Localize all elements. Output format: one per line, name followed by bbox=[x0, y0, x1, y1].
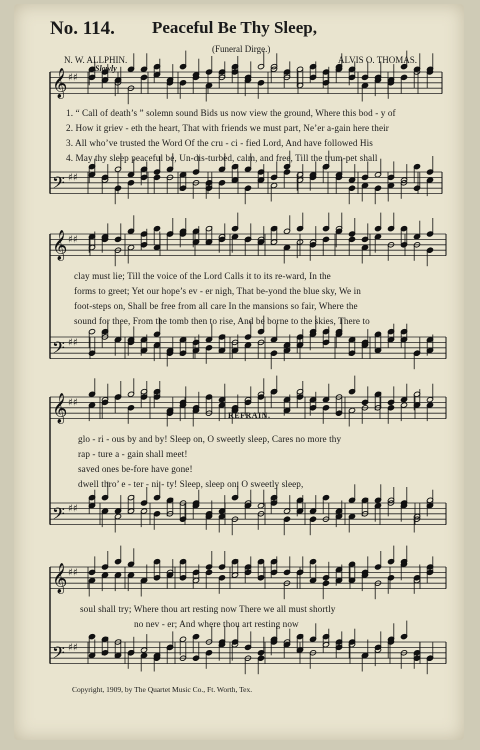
key-signature: ♯♯ bbox=[68, 503, 78, 515]
lyric-line-s2-v3: foot-steps on, Shall be free from all care In the mansions so fair, Where the bbox=[74, 301, 358, 311]
composer-credit: ALVIS O. THOMAS. bbox=[338, 55, 418, 65]
lyric-line-s2-v1: clay must lie; Till the voice of the Lord Calls it to its re-ward, In the bbox=[74, 271, 331, 281]
key-signature: ♯♯ bbox=[68, 72, 78, 84]
lyric-line-s4-v1: soul shall try; Where thou art resting now There we all must shortly bbox=[80, 604, 336, 614]
lyric-line-s3-v2: rap - ture a - gain shall meet! bbox=[78, 449, 188, 459]
key-signature: ♯♯ bbox=[68, 642, 78, 654]
lyric-line-s3-v3: saved ones be-fore have gone! bbox=[78, 464, 193, 474]
lyric-line-s1-v4: 4. May thy sleep peaceful be, Un-dis-turbed, calm, and free, Till the trum-pet shall bbox=[66, 153, 378, 163]
key-signature: ♯♯ bbox=[68, 337, 78, 349]
key-signature: ♯♯ bbox=[68, 397, 78, 409]
clef-bass: 𝄢 bbox=[52, 172, 65, 197]
clef-treble: 𝄞 bbox=[52, 230, 68, 261]
clef-bass: 𝄢 bbox=[52, 503, 65, 528]
hymn-number: No. 114. bbox=[50, 18, 115, 39]
lyric-line-s4-v2: no nev - er; And where thou art resting now bbox=[134, 619, 299, 629]
key-signature: ♯♯ bbox=[68, 234, 78, 246]
copyright-notice: Copyright, 1909, by The Quartet Music Co., Ft. Worth, Tex. bbox=[72, 685, 253, 694]
clef-treble: 𝄞 bbox=[52, 563, 68, 594]
lyricist-credit: N. W. ALLPHIN. bbox=[64, 55, 128, 65]
tempo-marking: Slowly bbox=[95, 64, 117, 73]
lyric-line-s1-v1: 1. “ Call of death’s ” solemn sound Bids us now view the ground, Where this bod - y of bbox=[66, 108, 396, 118]
clef-bass: 𝄢 bbox=[52, 642, 65, 667]
key-signature: ♯♯ bbox=[68, 172, 78, 184]
clef-treble: 𝄞 bbox=[52, 393, 68, 424]
lyric-line-s2-v4: sound for thee, From the tomb then to rise, And be borne to the skies, There to bbox=[74, 316, 370, 326]
clef-treble: 𝄞 bbox=[52, 68, 68, 99]
hymn-subtitle: (Funeral Dirge.) bbox=[212, 44, 271, 54]
lyric-line-s3-v4: dwell thro’ e - ter - ni - ty! Sleep, sleep on, O sweetly sleep, bbox=[78, 479, 304, 489]
clef-bass: 𝄢 bbox=[52, 337, 65, 362]
lyric-line-s1-v3: 3. All who’ve trusted the Word Of the cru - ci - fied Lord, And have followed His bbox=[66, 138, 373, 148]
lyric-line-s1-v2: 2. How it griev - eth the heart, That with friends we must part, Ne’er a-gain here their bbox=[66, 123, 389, 133]
hymn-title: Peaceful Be Thy Sleep, bbox=[152, 18, 317, 37]
lyric-line-s2-v2: forms to greet; Yet our hope’s ev - er nigh, That be-yond the blue sky, We in bbox=[74, 286, 361, 296]
key-signature: ♯♯ bbox=[68, 567, 78, 579]
refrain-label: REFRAIN. bbox=[228, 411, 271, 420]
lyric-line-s3-v1: glo - ri - ous by and by! Sleep on, O sweetly sleep, Cares no more thy bbox=[78, 434, 342, 444]
